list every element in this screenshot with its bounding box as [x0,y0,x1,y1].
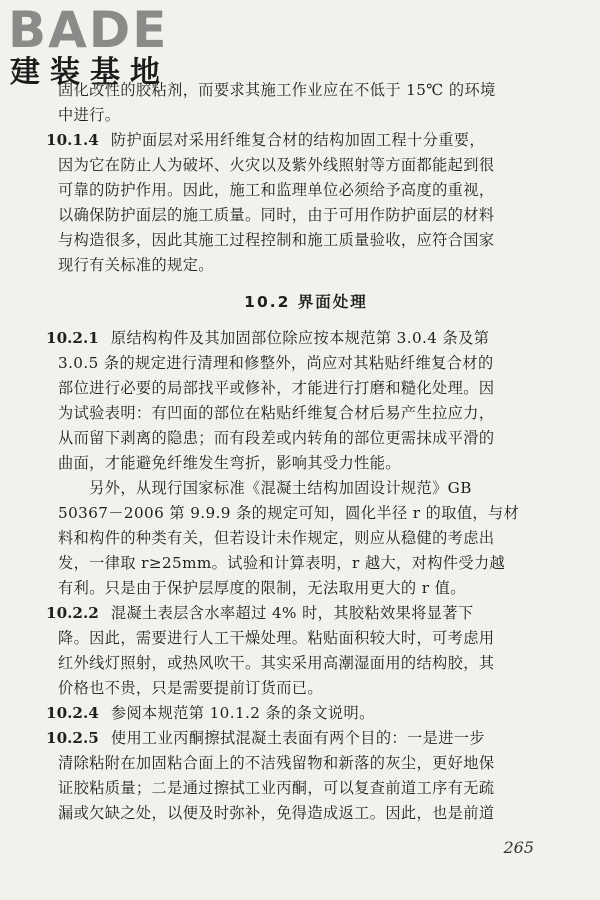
logo-text-latin: BADE [8,1,169,59]
text-line: 10.2.1 原结构构件及其加固部位除应按本规范第 3.0.4 条及第 [46,329,490,347]
text-line: 现行有关标准的规定。 [58,256,214,274]
text-line: 发，一律取 r≥25mm。试验和计算表明，r 越大，对构件受力越 [58,554,506,572]
text-line: 价格也不贵，只是需要提前订货而已。 [58,679,323,697]
page-number: 265 [503,838,534,857]
text-line: 10.2.4 参阅本规范第 10.1.2 条的条文说明。 [46,704,375,722]
text-line: 与构造很多，因此其施工过程控制和施工质量验收，应符合国家 [58,231,495,249]
text-line: 料和构件的种类有关，但若设计未作规定，则应从稳健的考虑出 [58,529,495,547]
text-line: 中进行。 [58,106,121,124]
text-line: 为试验表明：有凹面的部位在粘贴纤维复合材后易产生拉应力， [58,404,495,422]
text-line: 可靠的防护作用。因此，施工和监理单位必须给予高度的重视， [58,181,495,199]
text-line: 红外线灯照射，或热风吹干。其实采用高潮湿面用的结构胶，其 [58,654,495,672]
text-line: 另外，从现行国家标准《混凝土结构加固设计规范》GB [58,479,472,497]
text-line: 10.2.2 混凝土表层含水率超过 4% 时，其胶粘效果将显著下 [46,604,474,622]
section-heading: 10.2 界面处理 [244,293,368,311]
text-line: 50367－2006 第 9.9.9 条的规定可知，圆化半径 r 的取值，与材 [58,504,520,522]
text-line: 10.2.5 使用工业丙酮擦拭混凝土表面有两个目的：一是进一步 [46,729,485,747]
text-line: 降。因此，需要进行人工干燥处理。粘贴面积较大时，可考虑用 [58,629,495,647]
text-line: 因为它在防止人为破坏、火灾以及紫外线照射等方面都能起到很 [58,156,495,174]
text-line: 清除粘附在加固粘合面上的不洁残留物和新落的灰尘，更好地保 [58,754,495,772]
text-line: 3.0.5 条的规定进行清理和修整外，尚应对其粘贴纤维复合材的 [58,354,494,372]
logo-text-chinese: 建装基地 [10,55,170,90]
text-line: 10.1.4 防护面层对采用纤维复合材的结构加固工程十分重要， [46,131,485,149]
text-line: 以确保防护面层的施工质量。同时，由于可用作防护面层的材料 [58,206,495,224]
text-line: 曲面，才能避免纤维发生弯折，影响其受力性能。 [58,454,401,472]
text-line: 从而留下剥离的隐患；而有段差或内转角的部位更需抹成平滑的 [58,429,495,447]
text-line: 有利。只是由于保护层厚度的限制，无法取用更大的 r 值。 [58,579,466,597]
text-line: 部位进行必要的局部找平或修补，才能进行打磨和糙化处理。因 [58,379,495,397]
text-line: 漏或欠缺之处，以便及时弥补，免得造成返工。因此，也是前道 [58,804,495,822]
text-line: 证胶粘质量；二是通过擦拭工业丙酮，可以复查前道工序有无疏 [58,779,495,797]
text-line: 固化改性的胶粘剂，而要求其施工作业应在不低于 15℃ 的环境 [58,81,496,99]
